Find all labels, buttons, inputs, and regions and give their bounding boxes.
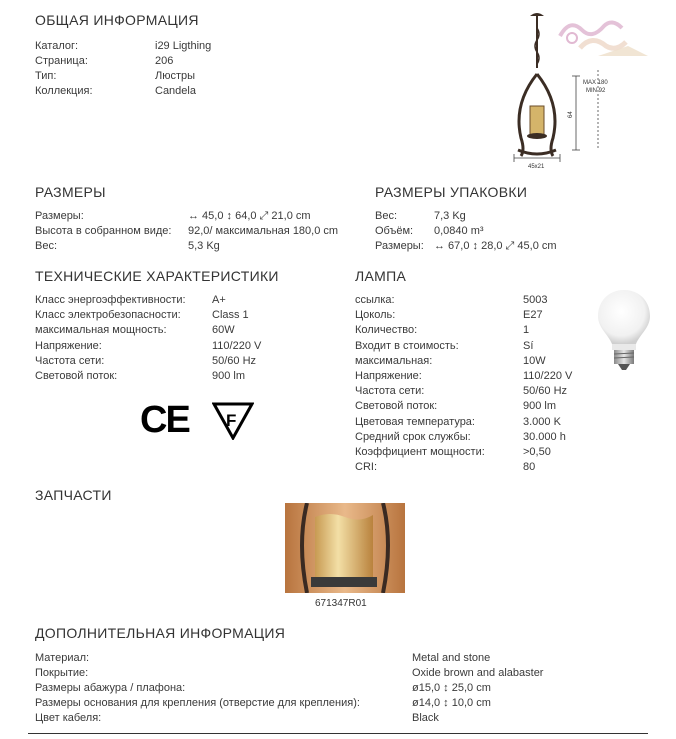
row-label: Цоколь: xyxy=(355,309,396,322)
row-label: Входит в стоимость: xyxy=(355,339,459,352)
row-label: Цвет кабеля: xyxy=(35,712,102,724)
row-label: Световой поток: xyxy=(35,370,118,382)
row-label: Объём: xyxy=(375,225,414,237)
row-value: 5003 xyxy=(523,294,548,306)
f-mark-letter: F xyxy=(226,411,237,430)
row-label: максимальная: xyxy=(355,354,433,367)
row-label: Коэффициент мощности: xyxy=(355,446,485,458)
row-label: Частота сети: xyxy=(355,385,425,398)
row-value: 7,3 Kg xyxy=(434,210,466,222)
row-value: 5,3 Kg xyxy=(188,240,220,252)
row-label: Тип: xyxy=(35,70,57,82)
row-value: ø15,0 ↕ 25,0 cm xyxy=(412,682,491,694)
row-value: 80 xyxy=(523,461,536,474)
parts-title: ЗАПЧАСТИ xyxy=(35,487,112,503)
row-value: ↔ 45,0 ↕ 64,0 ⤢ 21,0 cm xyxy=(188,210,311,222)
spare-part-image xyxy=(285,503,405,593)
row-value: 0,0840 m³ xyxy=(434,225,484,237)
row-value: 110/220 V xyxy=(523,370,573,382)
light-bulb-icon xyxy=(596,288,652,372)
row-value: A+ xyxy=(212,294,226,306)
row-value: 1 xyxy=(523,324,530,337)
row-value: ø14,0 ↕ 10,0 cm xyxy=(412,697,491,709)
row-label: Вес: xyxy=(35,240,58,252)
additional-title: ДОПОЛНИТЕЛЬНАЯ ИНФОРМАЦИЯ xyxy=(35,625,286,641)
row-label: Высота в собранном виде: xyxy=(35,225,172,237)
row-value: E27 xyxy=(523,309,543,322)
row-label: Размеры основания для крепления (отверстие для крепления): xyxy=(35,697,360,709)
row-value: Люстры xyxy=(155,70,196,82)
row-value: i29 Ligthing xyxy=(155,40,212,52)
row-value: 50/60 Hz xyxy=(212,354,257,367)
row-value: 30.000 h xyxy=(523,430,566,443)
row-label: CRI: xyxy=(355,461,377,474)
row-label: Световой поток: xyxy=(355,400,438,413)
f-mark-icon xyxy=(212,402,254,440)
row-label: Класс энергоэффективности: xyxy=(35,294,186,306)
row-label: Страница: xyxy=(35,55,88,67)
row-label: максимальная мощность: xyxy=(35,324,167,337)
width-label: 45x21 xyxy=(528,164,545,170)
row-label: Средний срок службы: xyxy=(355,430,471,443)
row-label: Материал: xyxy=(35,652,90,664)
row-label: Коллекция: xyxy=(35,85,93,97)
height-label: 64 xyxy=(568,111,574,118)
packaging-title: РАЗМЕРЫ УПАКОВКИ xyxy=(375,184,528,200)
general-title: ОБЩАЯ ИНФОРМАЦИЯ xyxy=(35,12,199,28)
row-value: 10W xyxy=(523,354,546,367)
row-label: Размеры: xyxy=(375,240,424,252)
row-label: Напряжение: xyxy=(35,339,102,352)
row-label: ссылка: xyxy=(355,294,395,306)
row-value: Class 1 xyxy=(212,309,249,322)
spare-part-code: 671347R01 xyxy=(315,598,367,609)
max-height-label: MAX 180 xyxy=(583,80,608,86)
row-label: Размеры абажура / плафона: xyxy=(35,682,186,694)
row-label: Частота сети: xyxy=(35,354,105,367)
min-height-label: MIN 92 xyxy=(586,88,606,94)
row-value: Oxide brown and alabaster xyxy=(412,667,544,679)
row-value: 60W xyxy=(212,324,235,337)
row-value: ↔ 67,0 ↕ 28,0 ⤢ 45,0 cm xyxy=(434,240,557,252)
row-label: Каталог: xyxy=(35,40,79,52)
lamp-title: ЛАМПА xyxy=(355,268,407,284)
row-label: Вес: xyxy=(375,210,398,222)
row-value: Black xyxy=(412,712,439,724)
row-value: 900 lm xyxy=(212,370,246,382)
row-value: 900 lm xyxy=(523,400,557,413)
row-label: Цветовая температура: xyxy=(355,415,475,428)
row-value: Metal and stone xyxy=(412,652,491,664)
product-drawing xyxy=(480,8,670,173)
row-value: 92,0/ максимальная 180,0 cm xyxy=(188,225,339,237)
row-value: Sí xyxy=(523,339,534,352)
row-value: 50/60 Hz xyxy=(523,385,568,398)
row-value: 3.000 K xyxy=(523,415,561,428)
row-label: Напряжение: xyxy=(355,370,422,382)
row-label: Покрытие: xyxy=(35,667,89,679)
brand-logo-icon xyxy=(560,22,648,56)
row-value: Candela xyxy=(155,85,196,97)
dimensions-title: РАЗМЕРЫ xyxy=(35,184,106,200)
row-value: 110/220 V xyxy=(212,339,262,352)
bottom-divider xyxy=(28,733,648,734)
row-label: Класс электробезопасности: xyxy=(35,309,181,322)
row-label: Количество: xyxy=(355,324,418,337)
row-value: 206 xyxy=(155,55,174,67)
ce-mark-icon: CE xyxy=(140,399,189,441)
row-value: >0,50 xyxy=(523,446,551,458)
row-label: Размеры: xyxy=(35,210,84,222)
tech-title: ТЕХНИЧЕСКИЕ ХАРАКТЕРИСТИКИ xyxy=(35,268,279,284)
